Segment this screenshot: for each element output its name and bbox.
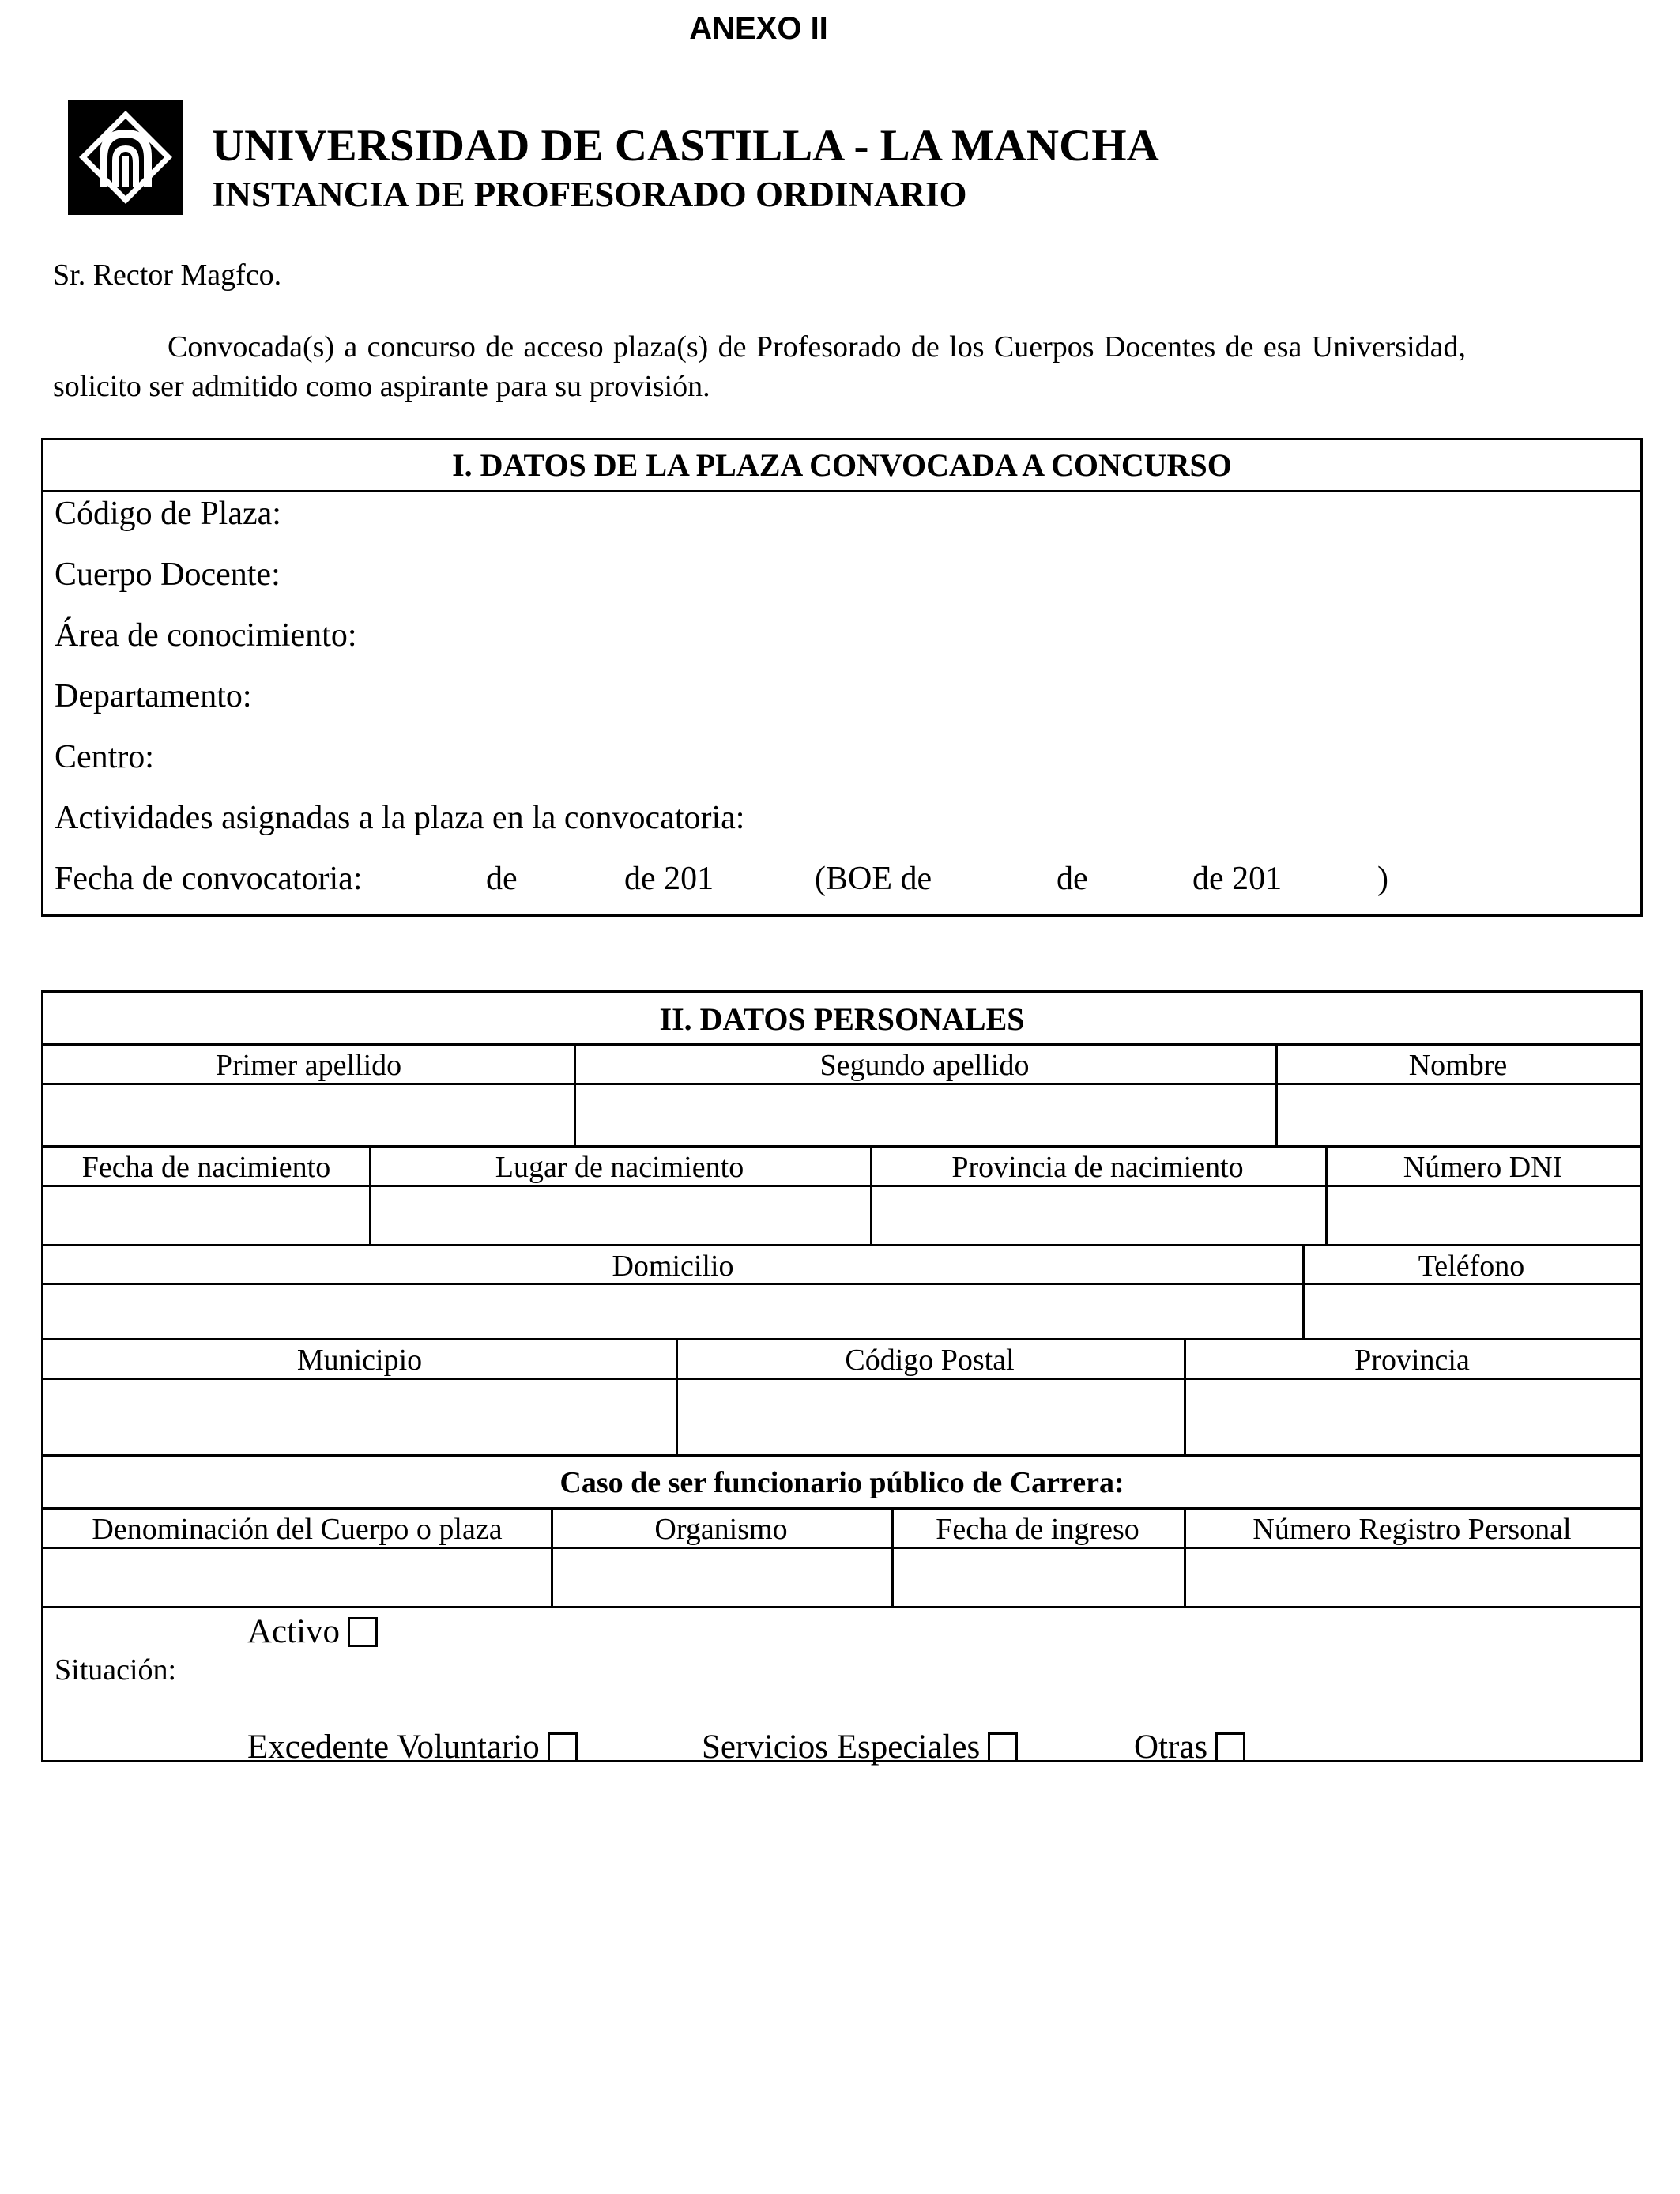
label-telefono: Teléfono xyxy=(1418,1250,1525,1283)
option-excedente-label: Excedente Voluntario xyxy=(247,1728,540,1766)
label-lugar-nacimiento: Lugar de nacimiento xyxy=(495,1151,744,1184)
input-segundo-apellido[interactable] xyxy=(576,1085,1275,1145)
label-nombre: Nombre xyxy=(1408,1049,1508,1082)
field-cuerpo-docente[interactable]: Cuerpo Docente: xyxy=(55,556,281,593)
label-provincia: Provincia xyxy=(1354,1344,1470,1377)
section-plaza-title: I. DATOS DE LA PLAZA CONVOCADA A CONCURSO xyxy=(43,440,1640,492)
input-codigo-postal[interactable] xyxy=(678,1380,1184,1454)
university-logo xyxy=(68,100,183,215)
input-organismo[interactable] xyxy=(553,1549,891,1606)
fecha-de-2: de xyxy=(1057,861,1088,897)
checkbox-activo[interactable] xyxy=(348,1617,378,1647)
option-otras-label: Otras xyxy=(1134,1728,1208,1766)
input-fecha-ingreso[interactable] xyxy=(894,1549,1184,1606)
field-departamento[interactable]: Departamento: xyxy=(55,678,252,714)
option-activo[interactable] xyxy=(247,1615,378,1649)
label-primer-apellido: Primer apellido xyxy=(215,1049,402,1082)
university-arch-logo-icon xyxy=(68,100,183,215)
option-servicios-label: Servicios Especiales xyxy=(702,1728,981,1766)
section-personal xyxy=(41,990,1643,1766)
label-numero-dni: Número DNI xyxy=(1403,1151,1563,1184)
label-fecha-nacimiento: Fecha de nacimiento xyxy=(81,1151,331,1184)
annex-title: ANEXO II xyxy=(689,11,828,46)
input-municipio[interactable] xyxy=(43,1380,676,1454)
input-fecha-nacimiento[interactable] xyxy=(43,1187,369,1244)
situacion-label: Situación: xyxy=(55,1653,177,1687)
intro-paragraph: Convocada(s) a concurso de acceso plaza(s) de Profesorado de los Cuerpos Docentes de esa Universidad, solicito ser admitido como aspirante para su provisión. xyxy=(53,330,1466,403)
label-denominacion-cuerpo: Denominación del Cuerpo o plaza xyxy=(92,1513,503,1546)
input-nombre[interactable] xyxy=(1278,1085,1640,1145)
field-centro[interactable]: Centro: xyxy=(55,739,154,775)
section-personal-title: II. DATOS PERSONALES xyxy=(659,1001,1025,1037)
field-area-conocimiento[interactable]: Área de conocimiento: xyxy=(55,617,357,654)
salutation: Sr. Rector Magfco. xyxy=(53,258,282,292)
input-domicilio[interactable] xyxy=(43,1285,1302,1338)
label-registro-personal: Número Registro Personal xyxy=(1252,1513,1572,1546)
input-telefono[interactable] xyxy=(1305,1285,1640,1338)
checkbox-servicios-especiales[interactable] xyxy=(988,1732,1018,1762)
fecha-boe: (BOE de xyxy=(815,861,932,897)
checkbox-excedente-voluntario[interactable] xyxy=(548,1732,578,1762)
field-codigo-plaza[interactable]: Código de Plaza: xyxy=(55,496,281,532)
option-excedente-voluntario[interactable] xyxy=(247,1730,578,1764)
fecha-year-1: de 201 xyxy=(624,861,714,897)
input-denominacion-cuerpo[interactable] xyxy=(43,1549,551,1606)
field-fecha-convocatoria[interactable]: Fecha de convocatoria: xyxy=(55,861,363,897)
label-segundo-apellido: Segundo apellido xyxy=(819,1049,1030,1082)
input-registro-personal[interactable] xyxy=(1186,1549,1640,1606)
university-name: UNIVERSIDAD DE CASTILLA - LA MANCHA xyxy=(212,121,1159,171)
label-fecha-ingreso: Fecha de ingreso xyxy=(936,1513,1139,1546)
input-primer-apellido[interactable] xyxy=(43,1085,574,1145)
label-municipio: Municipio xyxy=(296,1344,423,1377)
input-numero-dni[interactable] xyxy=(1328,1187,1640,1244)
label-provincia-nacimiento: Provincia de nacimiento xyxy=(951,1151,1244,1184)
label-codigo-postal: Código Postal xyxy=(845,1344,1015,1377)
label-organismo: Organismo xyxy=(654,1513,788,1546)
label-domicilio: Domicilio xyxy=(612,1250,734,1283)
input-provincia[interactable] xyxy=(1186,1380,1640,1454)
field-actividades[interactable]: Actividades asignadas a la plaza en la convocatoria: xyxy=(55,800,745,836)
section-plaza xyxy=(41,438,1643,917)
fecha-de-1: de xyxy=(486,861,518,897)
option-otras[interactable] xyxy=(1134,1730,1245,1764)
input-lugar-nacimiento[interactable] xyxy=(371,1187,870,1244)
funcionario-title: Caso de ser funcionario público de Carrera: xyxy=(559,1466,1124,1499)
fecha-year-2: de 201 xyxy=(1192,861,1283,897)
fecha-close: ) xyxy=(1377,861,1388,897)
option-activo-label: Activo xyxy=(247,1613,341,1650)
form-title: INSTANCIA DE PROFESORADO ORDINARIO xyxy=(212,175,967,214)
checkbox-otras[interactable] xyxy=(1215,1732,1245,1762)
input-provincia-nacimiento[interactable] xyxy=(872,1187,1325,1244)
option-servicios-especiales[interactable] xyxy=(702,1730,1018,1764)
